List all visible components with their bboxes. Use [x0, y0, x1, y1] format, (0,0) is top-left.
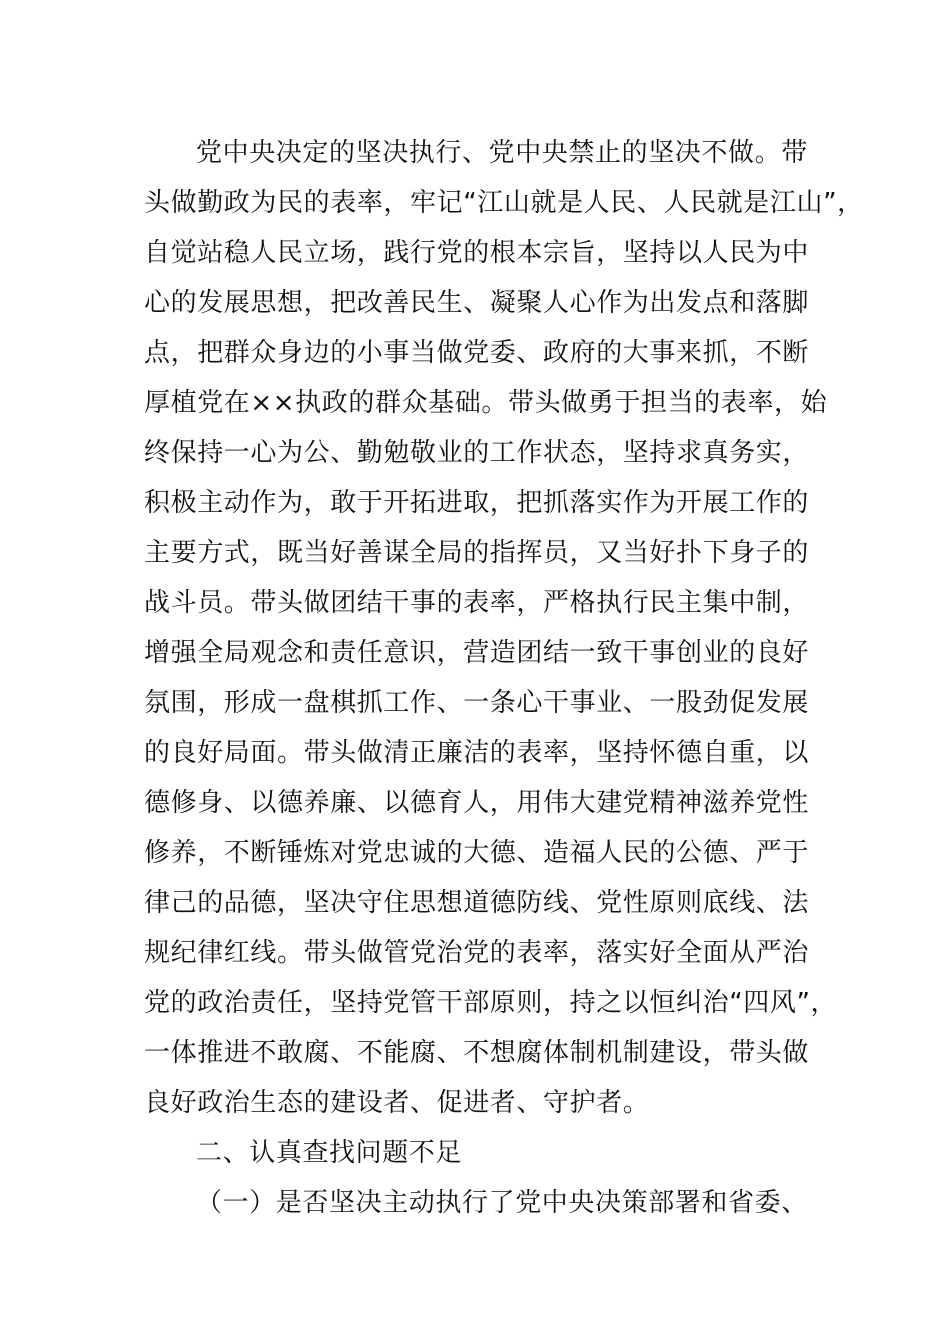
text-line: 德修身、以德养廉、以德育人，用伟大建党精神滋养党性 [144, 788, 810, 818]
text-line: 修养，不断锤炼对党忠诚的大德、造福人民的公德、严于 [144, 838, 810, 868]
text-line: 党中央决定的坚决执行、党中央禁止的坚决不做。带 [196, 138, 808, 168]
text-line: 律己的品德，坚决守住思想道德防线、党性原则底线、法 [144, 888, 810, 918]
text-line: 增强全局观念和责任意识，营造团结一致干事创业的良好 [144, 638, 810, 668]
text-line: 主要方式，既当好善谋全局的指挥员，又当好扑下身子的 [144, 538, 810, 568]
text-line: 的良好局面。带头做清正廉洁的表率，坚持怀德自重，以 [144, 738, 810, 768]
text-line: 自觉站稳人民立场，践行党的根本宗旨，坚持以人民为中 [144, 238, 810, 268]
text-line: 头做勤政为民的表率，牢记“江山就是人民、人民就是江山”， [144, 188, 864, 218]
text-line: 党的政治责任，坚持党管干部原则，持之以恒纠治“四风”， [144, 988, 838, 1018]
text-line: 厚植党在××执政的群众基础。带头做勇于担当的表率，始 [144, 388, 828, 418]
text-line: 积极主动作为，敢于开拓进取，把抓落实作为开展工作的 [144, 488, 810, 518]
subheading: （一）是否坚决主动执行了党中央决策部署和省委、 [196, 1188, 808, 1218]
text-line: 点，把群众身边的小事当做党委、政府的大事来抓，不断 [144, 338, 810, 368]
text-line: 规纪律红线。带头做管党治党的表率，落实好全面从严治 [144, 938, 810, 968]
text-line: 一体推进不敢腐、不能腐、不想腐体制机制建设，带头做 [144, 1038, 810, 1068]
section-heading: 二、认真查找问题不足 [196, 1138, 463, 1168]
text-line: 良好政治生态的建设者、促进者、守护者。 [144, 1088, 650, 1118]
text-line: 心的发展思想，把改善民生、凝聚人心作为出发点和落脚 [144, 288, 810, 318]
text-line: 终保持一心为公、勤勉敬业的工作状态，坚持求真务实， [144, 438, 810, 468]
text-line: 战斗员。带头做团结干事的表率，严格执行民主集中制， [144, 588, 810, 618]
text-line: 氛围，形成一盘棋抓工作、一条心干事业、一股劲促发展 [144, 688, 810, 718]
